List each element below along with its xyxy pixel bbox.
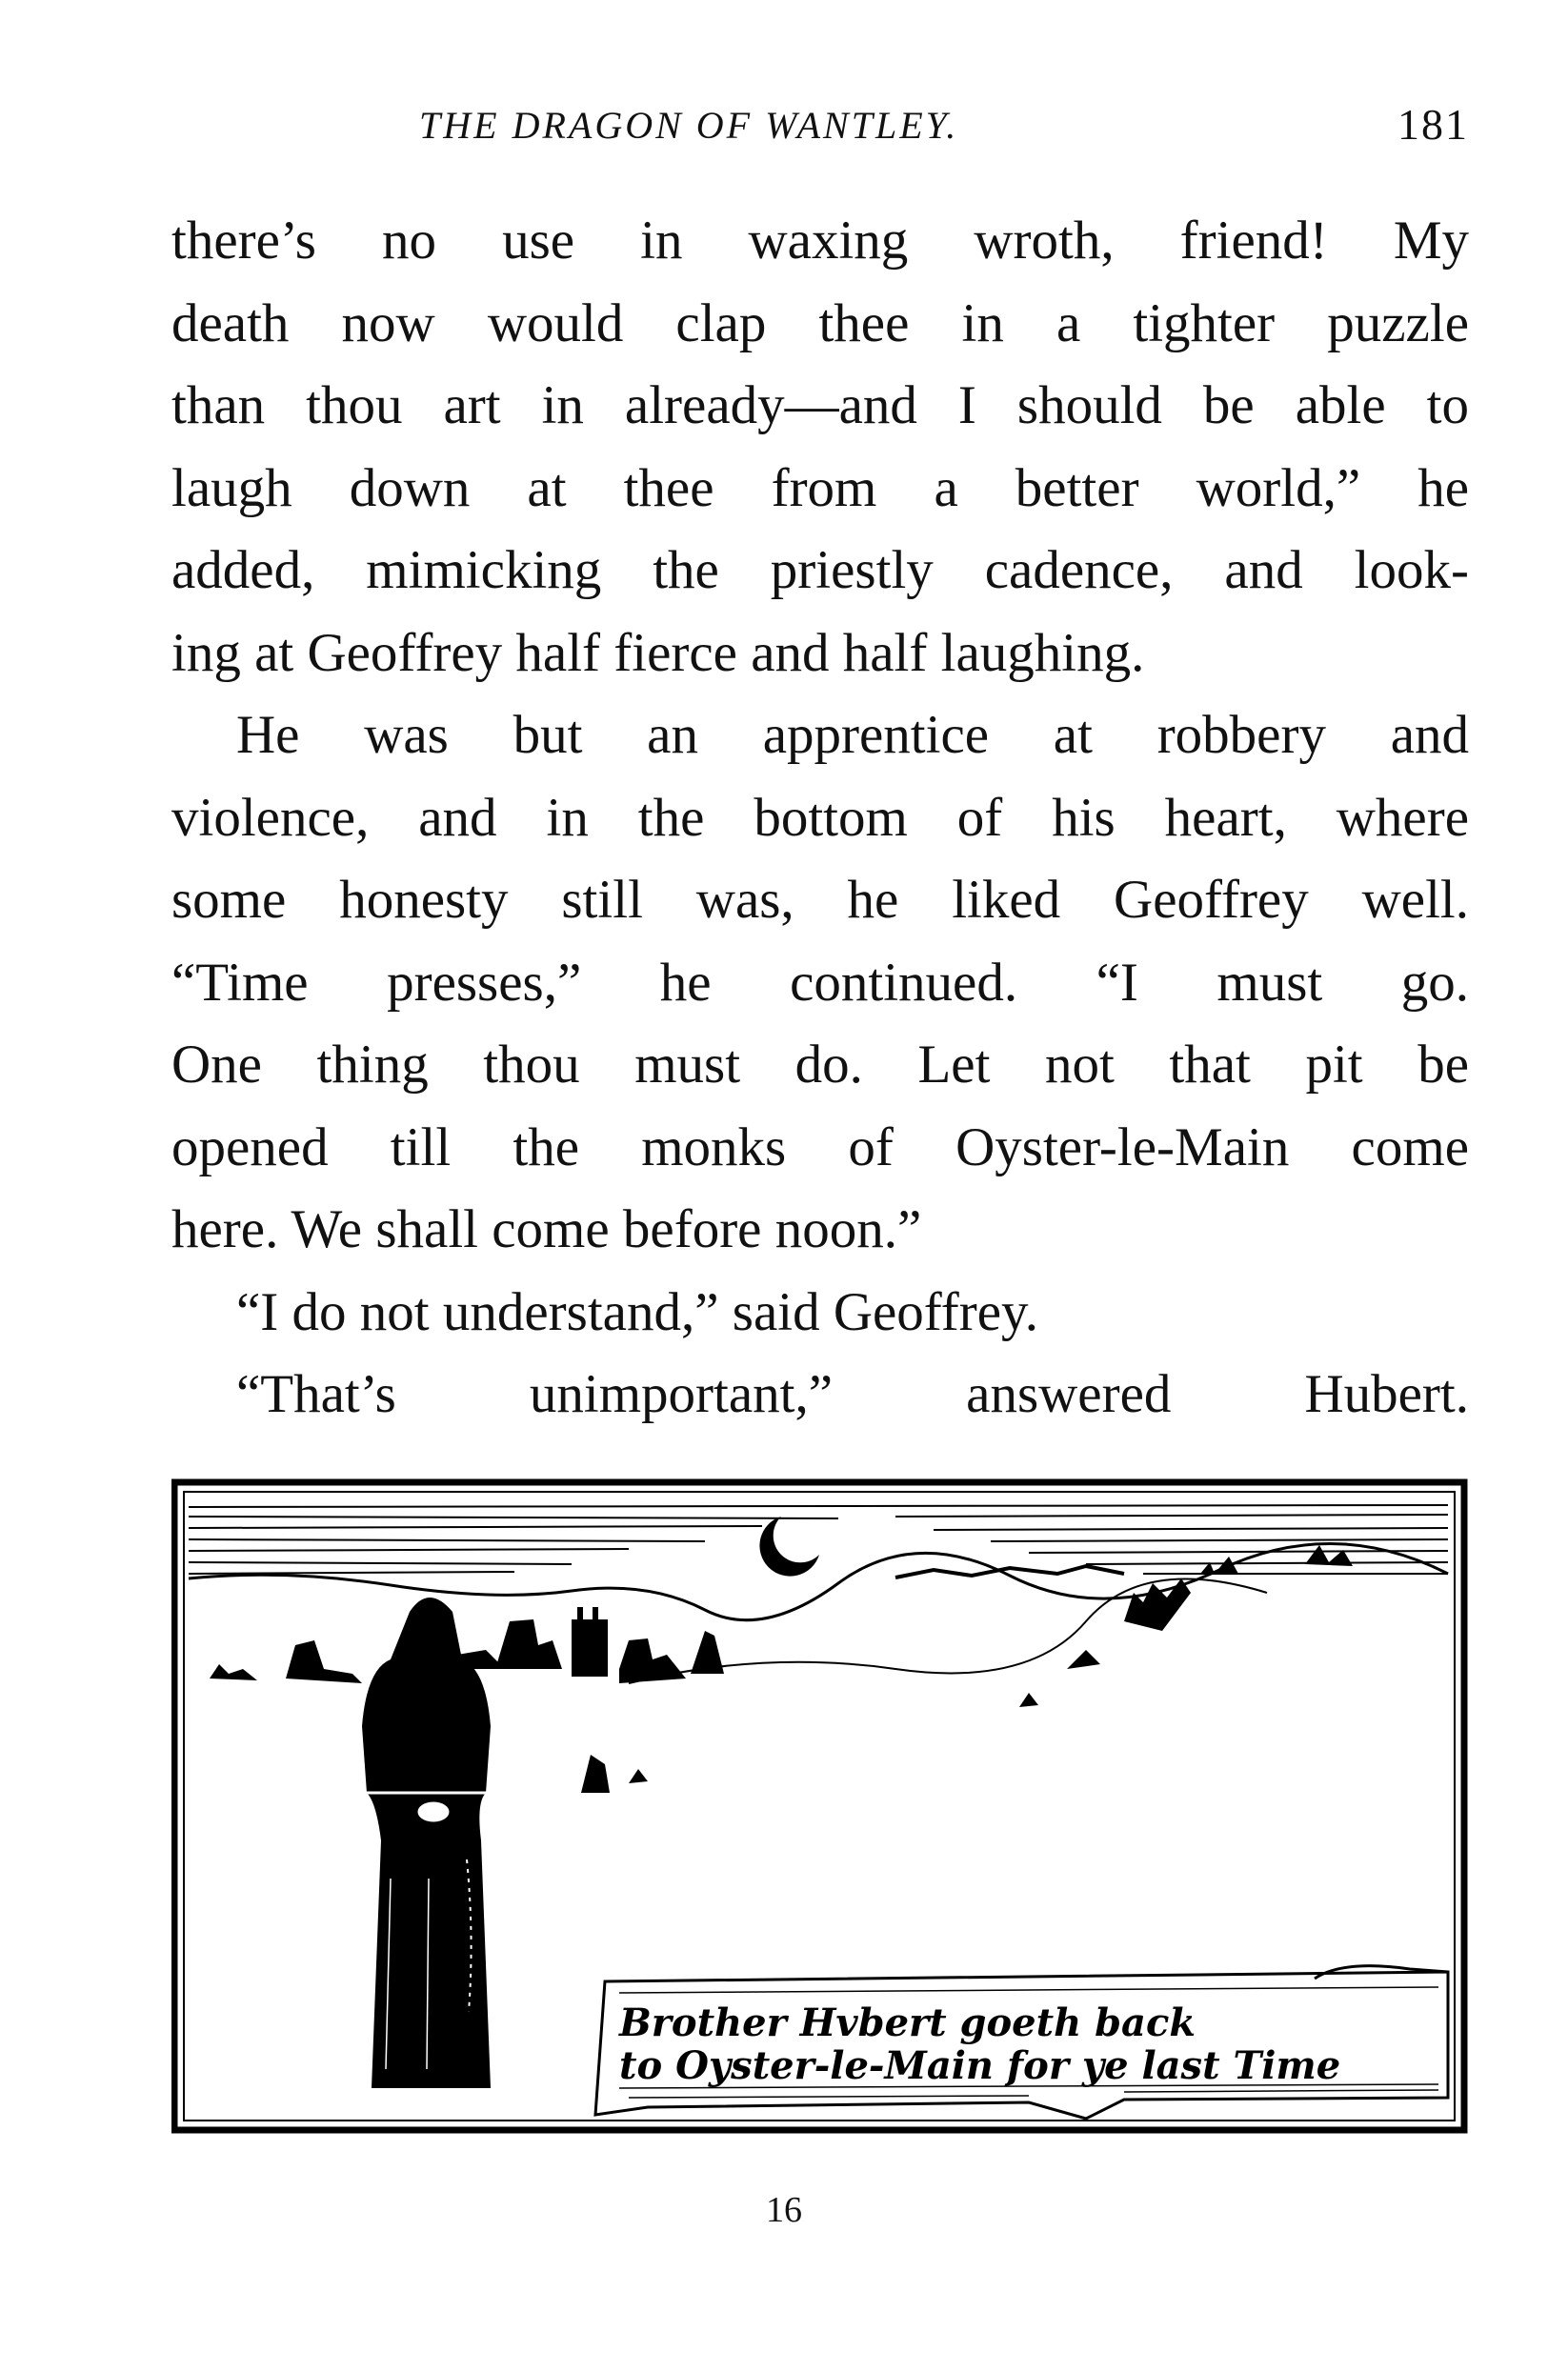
illustration-drawing [171,1478,1469,2136]
running-title: THE DRAGON OF WANTLEY. [419,104,959,147]
text-line: some honesty still was, he liked Geoffrey well. [171,870,1469,930]
text-line: “I do not understand,” said Geoffrey. [236,1281,1039,1342]
running-head [171,100,1469,160]
text-line: “That’s unimportant,” answered Hubert. [236,1364,1469,1424]
caption-scroll [595,1966,1448,2119]
text-line: violence, and in the bottom of his heart, where [171,787,1469,848]
text-line: here. We shall come before noon.” [171,1199,922,1259]
hill-line [189,1543,1448,1619]
text-line: death now would clap thee in a tighter puzzle [171,292,1469,353]
page-number: 181 [1397,100,1469,149]
monk-figure [362,1598,495,2088]
moon-icon [759,1517,819,1577]
text-line: than thou art in already—and I should be able to [171,375,1469,435]
caption-line-1: Brother Hvbert goeth back [619,2000,1196,2045]
text-line: He was but an apprentice at robbery and [236,705,1469,765]
text-line: “Time presses,” he continued. “I must go. [171,952,1469,1013]
text-line: opened till the monks of Oyster-le-Main come [171,1116,1469,1177]
text-line: added, mimicking the priestly cadence, and look- [171,540,1469,600]
folio: 16 [766,2190,802,2230]
caption-line-2: to Oyster-le-Main for ye last Time [619,2043,1341,2088]
body-text [171,200,1469,1437]
text-line: ing at Geoffrey half fierce and half laughing. [171,622,1145,683]
sky-hatching [189,1505,1448,1574]
text-line: One thing thou must do. Let not that pit be [171,1035,1469,1095]
text-line: laugh down at thee from a better world,” he [171,457,1469,518]
text-line: there’s no use in waxing wroth, friend! My [171,211,1469,271]
illustration [171,1478,1469,2136]
